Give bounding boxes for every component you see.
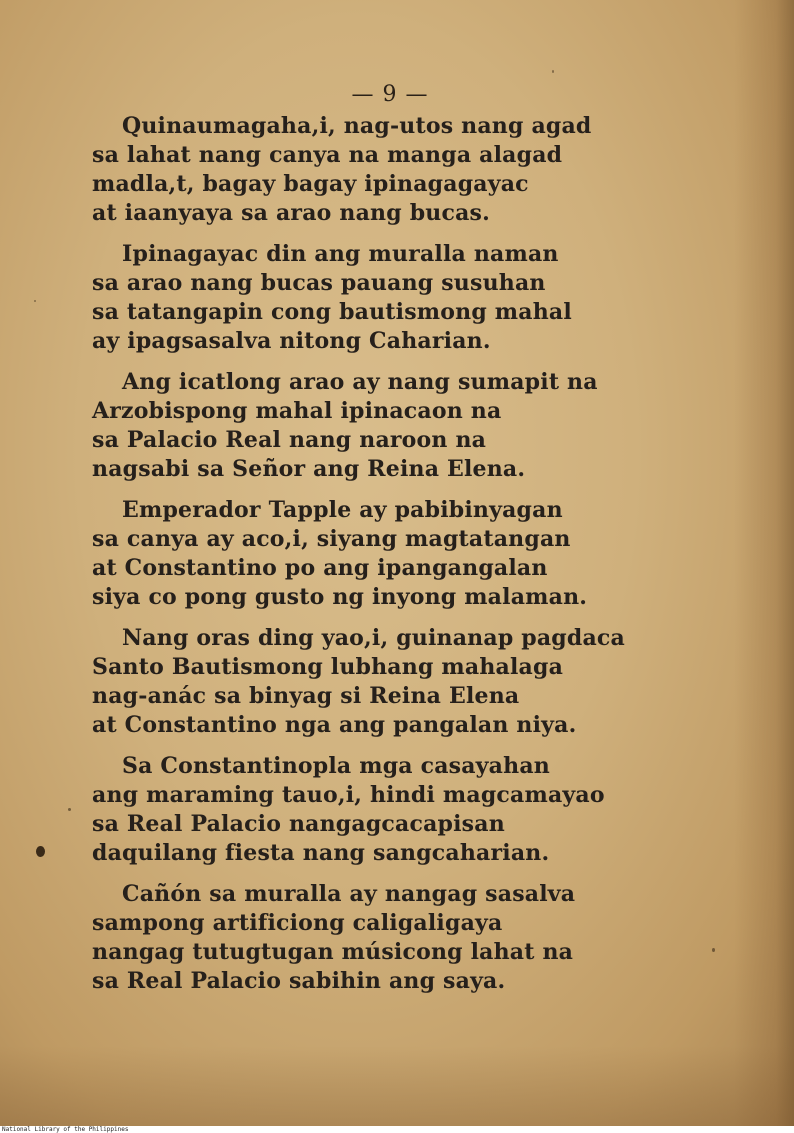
stanza (92, 112, 652, 228)
page-bottom-shading (0, 1046, 794, 1126)
verse-line: Santo Bautismong lubhang mahalaga (92, 654, 564, 680)
verse-line: madla,t, bagay bagay ipinagagayac (92, 171, 529, 197)
verse-line: sa canya ay aco,i, siyang magtatangan (92, 526, 571, 552)
stanza (92, 368, 652, 484)
library-credit: National Library of the Philippines (0, 1126, 794, 1133)
verse-line: sa Real Palacio sabihin ang saya. (92, 968, 506, 994)
verse-line: Nang oras ding yao,i, guinanap pagdaca (122, 625, 625, 651)
verse-line: Sa Constantinopla mga casayahan (122, 753, 550, 779)
stanza (92, 880, 652, 996)
verse-line: ang maraming tauo,i, hindi magcamayao (92, 782, 605, 808)
page-edge-shading (734, 0, 794, 1126)
verse-line: sa tatangapin cong bautismong mahal (92, 299, 572, 325)
stanza (92, 624, 652, 740)
verse-line: at Constantino po ang ipangangalan (92, 555, 548, 581)
verse-line: daquilang fiesta nang sangcaharian. (92, 840, 550, 866)
verse-line: Emperador Tapple ay pabibinyagan (122, 497, 563, 523)
stanza (92, 752, 652, 868)
verse-line: sa Real Palacio nangagcacapisan (92, 811, 505, 837)
verse-line: nangag tutugtugan músicong lahat na (92, 939, 574, 965)
verse-line: Arzobispong mahal ipinacaon na (92, 398, 502, 424)
ink-speck (68, 808, 71, 811)
verse-line: nag-anác sa binyag si Reina Elena (92, 683, 520, 709)
ink-speck (712, 948, 715, 952)
ink-speck (552, 70, 554, 73)
verse-line: Quinaumagaha,i, nag-utos nang agad (122, 113, 592, 139)
stanza (92, 496, 652, 612)
stanza (92, 240, 652, 356)
page-number: — 9 — (351, 82, 429, 107)
poem-body (92, 112, 652, 1008)
verse-line: Cañón sa muralla ay nangag sasalva (122, 881, 576, 907)
verse-line: at Constantino nga ang pangalan niya. (92, 712, 577, 738)
verse-line: nagsabi sa Señor ang Reina Elena. (92, 456, 526, 482)
verse-line: Ang icatlong arao ay nang sumapit na (122, 369, 598, 395)
verse-line: Ipinagayac din ang muralla naman (122, 241, 559, 267)
verse-line: sa Palacio Real nang naroon na (92, 427, 487, 453)
verse-line: siya co pong gusto ng inyong malaman. (92, 584, 588, 610)
verse-line: ay ipagsasalva nitong Caharian. (92, 328, 491, 354)
verse-line: sa arao nang bucas pauang susuhan (92, 270, 546, 296)
ink-speck (36, 846, 45, 857)
verse-line: sa lahat nang canya na manga alagad (92, 142, 563, 168)
verse-line: at iaanyaya sa arao nang bucas. (92, 200, 490, 226)
verse-line: sampong artificiong caligaligaya (92, 910, 503, 936)
ink-speck (34, 300, 36, 302)
